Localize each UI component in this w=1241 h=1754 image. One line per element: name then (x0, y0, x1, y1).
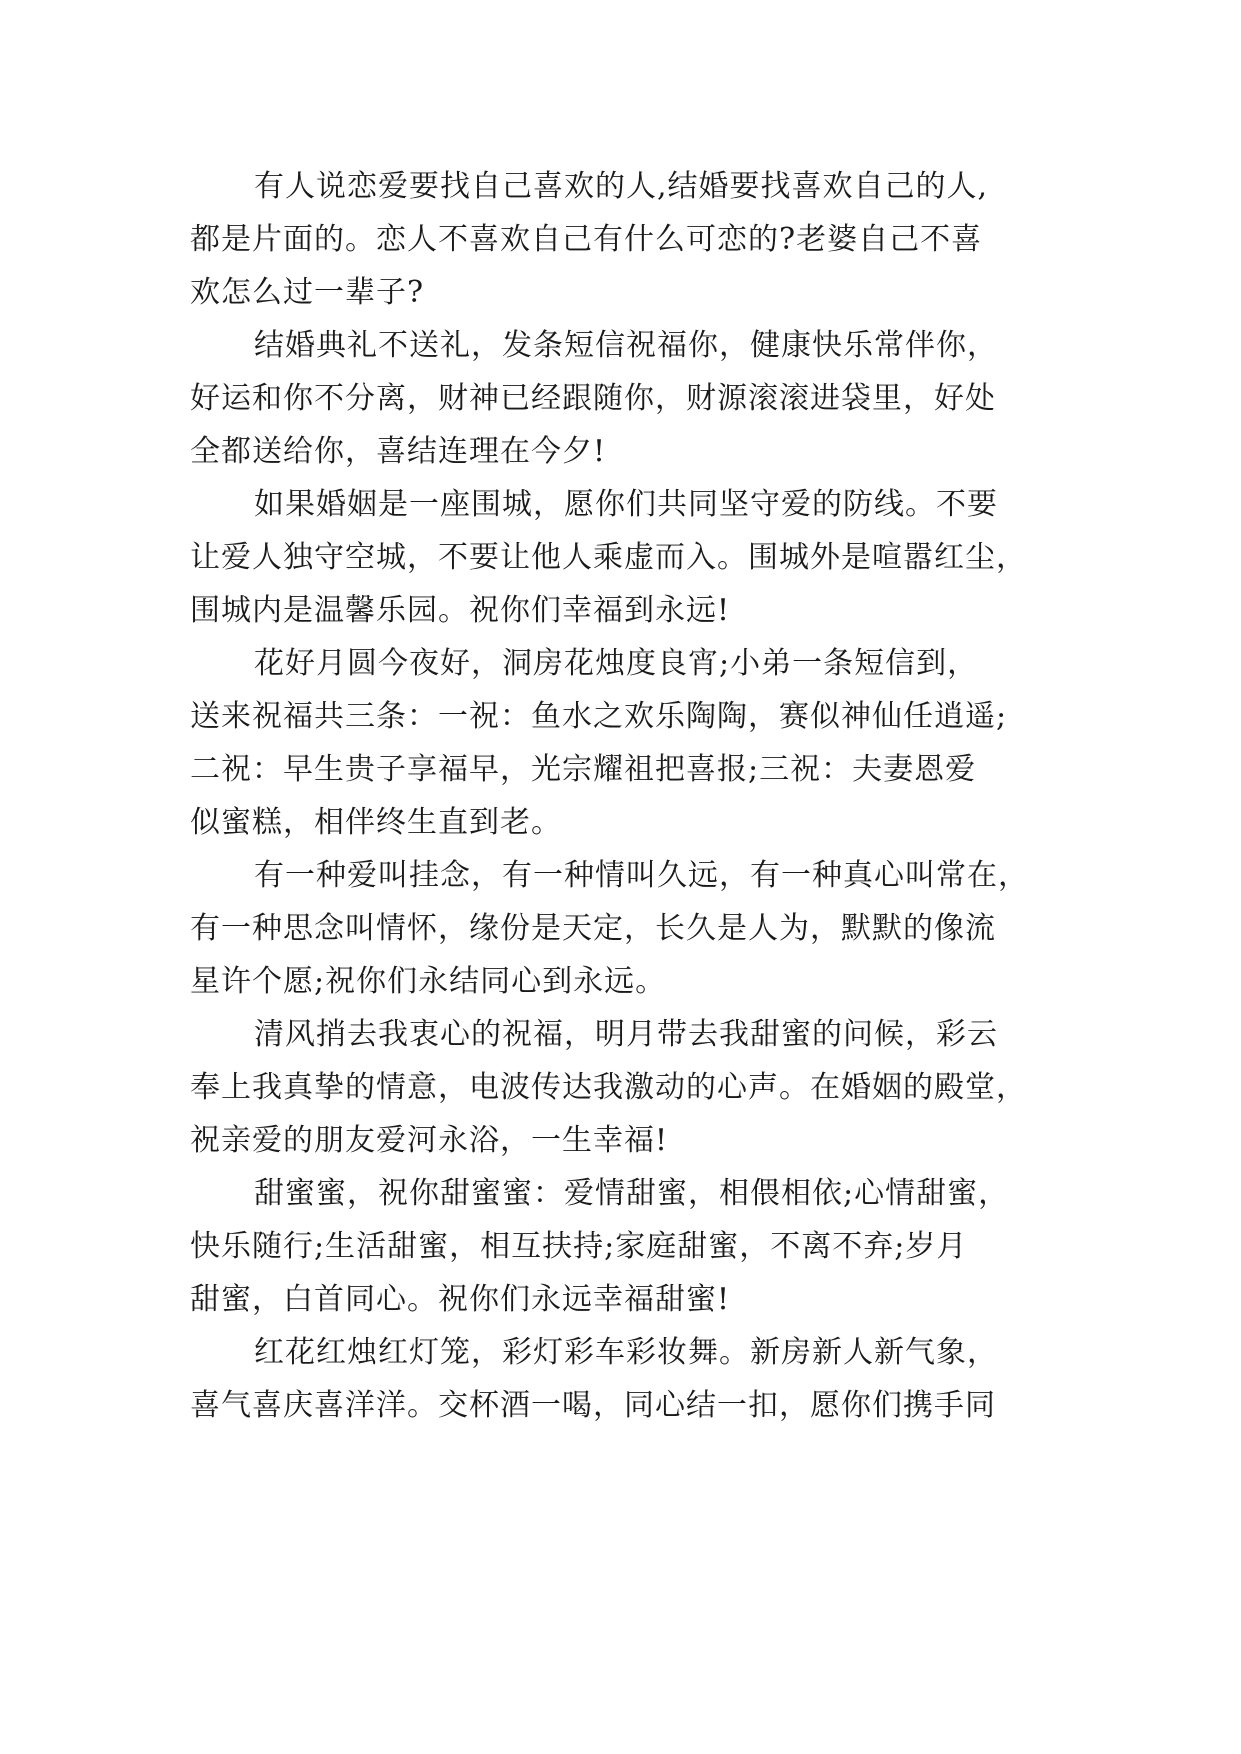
text-line: 有一种思念叫情怀，缘份是天定，长久是人为，默默的像流 (190, 911, 996, 946)
text-line: 二祝：早生贵子享福早，光宗耀祖把喜报;三祝：夫妻恩爱 (190, 752, 977, 787)
text-line: 甜蜜，白首同心。祝你们永远幸福甜蜜! (190, 1282, 731, 1317)
text-line: 奉上我真挚的情意，电波传达我激动的心声。在婚姻的殿堂， (190, 1070, 1027, 1105)
text-line: 欢怎么过一辈子? (190, 275, 425, 310)
text-line: 花好月圆今夜好，洞房花烛度良宵;小弟一条短信到， (254, 646, 979, 681)
text-line: 好运和你不分离，财神已经跟随你，财源滚滚进袋里，好处 (190, 381, 996, 416)
text-line: 祝亲爱的朋友爱河永浴，一生幸福! (190, 1123, 669, 1158)
paragraph (190, 1167, 1050, 1326)
text-line: 似蜜糕，相伴终生直到老。 (190, 805, 562, 840)
text-line: 送来祝福共三条：一祝：鱼水之欢乐陶陶，赛似神仙任逍遥; (190, 699, 1008, 734)
text-line: 红花红烛红灯笼，彩灯彩车彩妆舞。新房新人新气象， (254, 1335, 998, 1370)
paragraph (190, 849, 1050, 1008)
text-line: 全都送给你，喜结连理在今夕! (190, 434, 607, 469)
paragraph (190, 637, 1050, 849)
paragraph (190, 1326, 1050, 1432)
text-line: 清风捎去我衷心的祝福，明月带去我甜蜜的问候，彩云 (254, 1017, 998, 1052)
text-line: 有人说恋爱要找自己喜欢的人,结婚要找喜欢自己的人, (254, 169, 989, 204)
document-body (190, 160, 1050, 1432)
text-line: 快乐随行;生活甜蜜，相互扶持;家庭甜蜜，不离不弃;岁月 (190, 1229, 968, 1264)
paragraph (190, 319, 1050, 478)
text-line: 结婚典礼不送礼，发条短信祝福你，健康快乐常伴你， (254, 328, 998, 363)
text-line: 喜气喜庆喜洋洋。交杯酒一喝，同心结一扣，愿你们携手同 (190, 1388, 996, 1423)
text-line: 星许个愿;祝你们永结同心到永远。 (190, 964, 667, 999)
text-line: 如果婚姻是一座围城，愿你们共同坚守爱的防线。不要 (254, 487, 998, 522)
paragraph (190, 1008, 1050, 1167)
paragraph (190, 478, 1050, 637)
text-line: 让爱人独守空城，不要让他人乘虚而入。围城外是喧嚣红尘， (190, 540, 1027, 575)
paragraph (190, 160, 1050, 319)
text-line: 甜蜜蜜，祝你甜蜜蜜：爱情甜蜜，相偎相依;心情甜蜜， (254, 1176, 1010, 1211)
text-line: 围城内是温馨乐园。祝你们幸福到永远! (190, 593, 731, 628)
text-line: 都是片面的。恋人不喜欢自己有什么可恋的?老婆自己不喜 (190, 222, 983, 257)
text-line: 有一种爱叫挂念，有一种情叫久远，有一种真心叫常在， (254, 858, 1029, 893)
